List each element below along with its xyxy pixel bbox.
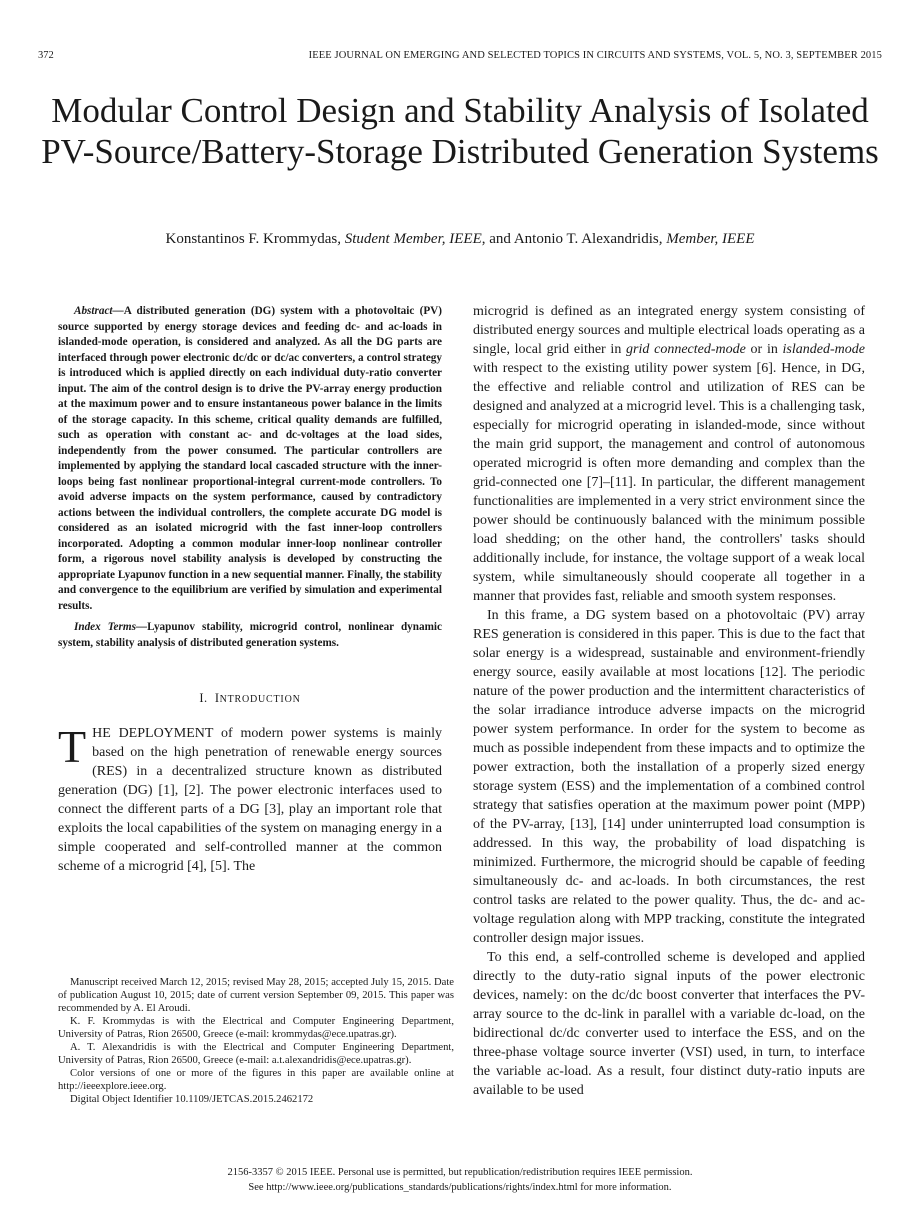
- index-terms-text: Lyapunov stability, microgrid control, nonlinear dynamic system, stability analysis of distributed generation systems.: [58, 621, 442, 649]
- section-title-initial: I: [214, 691, 220, 705]
- abstract-label: Abstract—: [74, 305, 124, 317]
- index-terms: [58, 620, 442, 651]
- footnote-author-2: A. T. Alexandridis is with the Electrical and Computer Engineering Department, University of Patras, Rion 26500, Greece (e-mail: a.t.alexandridis@ece.upatras.gr).: [58, 1042, 454, 1066]
- right-paragraph-1: [473, 302, 865, 606]
- intro-first-words: HE DEPLOYMENT: [92, 726, 214, 741]
- author-2: Antonio T. Alexandridis: [513, 231, 659, 247]
- right-paragraph-3: To this end, a self-controlled scheme is developed and applied directly to the duty-ratio signal inputs of the power electronic devices, namely: on the dc/dc boost converter that interfaces the PV-array source to the dc-link in parallel with a variable dc-load, on the bidirectional dc/dc converter used to interface the ESS, and on the three-phase voltage source inverter (VSI) used, in turn, to interface the variable ac-load. As a result, four distinct duty-ratio inputs are available to be used: [473, 950, 865, 1098]
- abstract-text: A distributed generation (DG) system with a photovoltaic (PV) source supported by energy storage devices and feeding dc- and ac-loads in islanded-mode operation, is considered and analyzed. As all the DG parts are interfaced through power electronic dc/dc or dc/ac converters, a control strategy is introduced which is applied directly on each individual duty-ratio converter input. The aim of the control design is to drive the PV-array energy production at the maximum power and to ensure instantaneous power balance in the limits of the storage capacity. In this scheme, critical quality demands are fulfilled, such as operation with constant ac- and dc-voltages at the load sides, independently from the power consumed. The particular controllers are implemented by applying the standard local cascaded structure with the inner-loops being fast nonlinear proportional-integral current-mode controllers. To avoid adverse impacts on the system performance, caused by contradictory actions between the individual controllers, the complete accurate DG model is considered as an isolated microgrid with the fast inner-loop controllers incorporated. Adopting a common modular inner-loop nonlinear controller form, a rigorous novel stability analysis is developed by constructing the appropriate Lyapunov function in a new sequential manner. Finally, the stability and convergence to the equilibrium are verified by simulation and experimental results.: [58, 305, 442, 612]
- section-numeral: I.: [199, 691, 208, 705]
- right-p1-part-c: with respect to the existing utility power system [6]. Hence, in DG, the effective and reliable control and utilization of RES can be designed and analyzed at a microgrid level. This is a challenging task, especially for microgrid operating in islanded-mode, since without the main grid support, the management and control of autonomous operated microgrid is often more demanding and complex than the grid-connected one [7]–[11]. In particular, the different management functionalities are implemented in a very strict environment since the power should be continuously balanced with the minimum possible load shedding; on the other hand, the controllers' tasks should additionally include, for instance, the voltage support of a weak local system, while simultaneously should cooperate all together in a manner that provides fast, reliable and smooth system responses.: [473, 361, 866, 604]
- footnotes: [58, 976, 454, 1106]
- footnote-author-1: K. F. Krommydas is with the Electrical and Computer Engineering Department, University of Patras, Rion 26500, Greece (e-mail: krommydas@ece.upatras.gr).: [58, 1016, 454, 1040]
- index-terms-label: Index Terms—: [74, 621, 148, 633]
- drop-cap: T: [58, 721, 87, 772]
- author-line: [40, 229, 880, 249]
- left-column: [58, 304, 442, 876]
- copyright-line: 2156-3357 © 2015 IEEE. Personal use is permitted, but republication/redistribution requires IEEE permission.: [227, 1167, 693, 1178]
- footnote-manuscript: Manuscript received March 12, 2015; revised May 28, 2015; accepted July 15, 2015. Date of publication August 10, 2015; date of current version September 09, 2015. This paper was recommended by A. El Aroudi.: [58, 977, 454, 1014]
- author-separator: , and: [481, 231, 514, 247]
- paper-title: Modular Control Design and Stability Analysis of Isolated PV-Source/Battery-Storage Distributed Generation Systems: [41, 91, 879, 171]
- abstract: [58, 304, 442, 614]
- author-1: Konstantinos F. Krommydas: [165, 231, 338, 247]
- author-2-role: , Member, IEEE: [658, 231, 755, 247]
- right-p1-part-a: microgrid is defined as an integrated energy system consisting of distributed energy sources and multiple electrical loads operating as a single, local grid either in: [473, 304, 865, 357]
- right-column: [473, 302, 865, 1100]
- copyright-footer: [40, 1165, 880, 1195]
- page-number: 372: [38, 50, 54, 61]
- footnote-color: Color versions of one or more of the figures in this paper are available online at http://ieeexplore.ieee.org.: [58, 1068, 454, 1092]
- term-islanded-mode: islanded-mode: [782, 342, 865, 357]
- right-paragraph-2: In this frame, a DG system based on a photovoltaic (PV) array RES generation is considered in this paper. This is due to the fact that solar energy is a widespread, sustainable and environment-friendly energy source, easily available at most locations [12]. The periodic nature of the power production and the intermittent characteristics of the solar irradiance introduce adverse impacts on the microgrid power system performance. In order for the system to become as much as possible independent from these impacts and to optimize the power extraction, both the installation of a properly sized energy storage system (ESS) and the implementation of a combined control strategy that satisfies operation at the maximum power point (MPP) of the PV-array, [13], [14] under uninterrupted load consumption is addressed. In this way, the probability of load dispatching is minimized. Furthermore, the microgrid should be capable of feeding simultaneously dc- and ac-loads. In both circumstances, the rest control tasks are related to the power quality. Thus, the dc- and ac-voltage regulation along with MPP tracking, constitute the integrated controller design major issues.: [473, 608, 865, 946]
- author-1-role: , Student Member, IEEE: [337, 231, 482, 247]
- footnote-doi: Digital Object Identifier 10.1109/JETCAS.2015.2462172: [70, 1094, 314, 1105]
- term-grid-connected-mode: grid connected-mode: [626, 342, 746, 357]
- intro-paragraph: [58, 721, 442, 876]
- rights-url-line: See http://www.ieee.org/publications_standards/publications/rights/index.html for more information.: [248, 1182, 672, 1193]
- intro-text: of modern power systems is mainly based on the high penetration of renewable energy sources (RES) in a decentralized structure known as distributed generation (DG) [1], [2]. The power electronic interfaces used to connect the different parts of a DG [3], play an important role that exploits the local capabilities of the system on managing energy in a simple cooperated and self-controlled manner at the common scheme of a microgrid [4], [5]. The: [58, 726, 442, 874]
- journal-header: IEEE JOURNAL ON EMERGING AND SELECTED TOPICS IN CIRCUITS AND SYSTEMS, VOL. 5, NO. 3, SEPTEMBER 2015: [308, 50, 882, 61]
- right-p1-part-b: or in: [745, 342, 783, 357]
- section-title-rest: NTRODUCTION: [219, 694, 301, 705]
- section-heading-introduction: [58, 691, 442, 706]
